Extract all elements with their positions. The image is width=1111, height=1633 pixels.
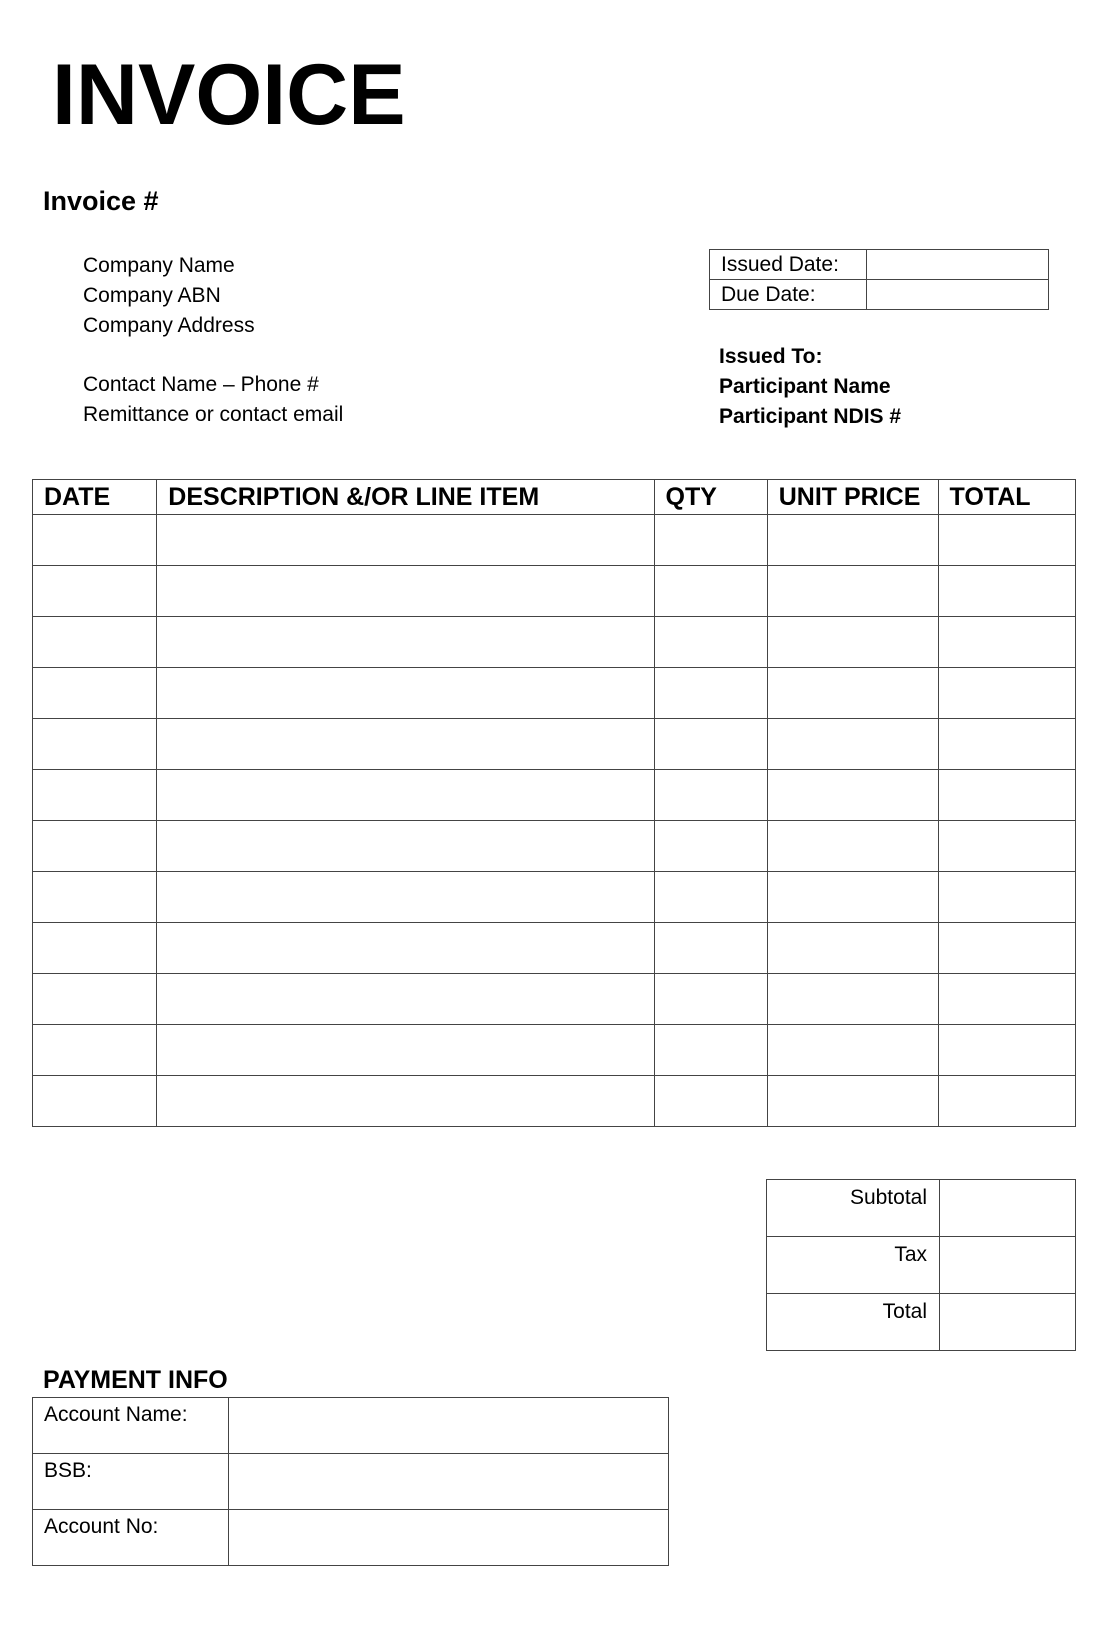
account-name-label: Account Name: — [33, 1398, 229, 1454]
cell-unit-price[interactable] — [767, 719, 938, 770]
cell-date[interactable] — [33, 923, 157, 974]
cell-description[interactable] — [157, 1025, 654, 1076]
cell-description[interactable] — [157, 719, 654, 770]
subtotal-value[interactable] — [940, 1180, 1076, 1237]
column-header-date: DATE — [33, 480, 157, 515]
cell-unit-price[interactable] — [767, 515, 938, 566]
cell-qty[interactable] — [654, 923, 767, 974]
cell-description[interactable] — [157, 821, 654, 872]
cell-total[interactable] — [938, 1076, 1075, 1127]
table-row — [33, 515, 1076, 566]
cell-unit-price[interactable] — [767, 974, 938, 1025]
due-date-label: Due Date: — [710, 280, 867, 310]
due-date-value[interactable] — [867, 280, 1049, 310]
cell-date[interactable] — [33, 515, 157, 566]
payment-info-table — [32, 1397, 669, 1566]
cell-total[interactable] — [938, 617, 1075, 668]
totals-table — [766, 1179, 1076, 1351]
table-row — [33, 821, 1076, 872]
company-contact — [83, 370, 343, 430]
payment-info-heading: PAYMENT INFO — [43, 1366, 228, 1394]
cell-qty[interactable] — [654, 719, 767, 770]
subtotal-row — [767, 1180, 1076, 1237]
issued-date-label: Issued Date: — [710, 250, 867, 280]
cell-description[interactable] — [157, 974, 654, 1025]
cell-total[interactable] — [938, 566, 1075, 617]
cell-unit-price[interactable] — [767, 566, 938, 617]
cell-total[interactable] — [938, 872, 1075, 923]
cell-description[interactable] — [157, 1076, 654, 1127]
subtotal-label: Subtotal — [767, 1180, 940, 1237]
cell-date[interactable] — [33, 1025, 157, 1076]
due-date-row — [710, 280, 1049, 310]
account-no-value[interactable] — [229, 1510, 669, 1566]
table-row — [33, 719, 1076, 770]
bsb-value[interactable] — [229, 1454, 669, 1510]
line-items-body — [33, 515, 1076, 1127]
account-no-label: Account No: — [33, 1510, 229, 1566]
remittance-email: Remittance or contact email — [83, 403, 344, 426]
cell-total[interactable] — [938, 719, 1075, 770]
participant-name: Participant Name — [719, 375, 891, 398]
cell-qty[interactable] — [654, 515, 767, 566]
cell-qty[interactable] — [654, 872, 767, 923]
cell-unit-price[interactable] — [767, 617, 938, 668]
cell-qty[interactable] — [654, 1025, 767, 1076]
cell-qty[interactable] — [654, 821, 767, 872]
cell-unit-price[interactable] — [767, 668, 938, 719]
company-name: Company Name — [83, 254, 235, 277]
cell-qty[interactable] — [654, 1076, 767, 1127]
cell-unit-price[interactable] — [767, 770, 938, 821]
invoice-number-label: Invoice # — [43, 186, 159, 216]
table-row — [33, 1076, 1076, 1127]
table-row — [33, 770, 1076, 821]
total-value[interactable] — [940, 1294, 1076, 1351]
cell-unit-price[interactable] — [767, 1076, 938, 1127]
cell-description[interactable] — [157, 566, 654, 617]
cell-unit-price[interactable] — [767, 1025, 938, 1076]
cell-unit-price[interactable] — [767, 872, 938, 923]
total-row — [767, 1294, 1076, 1351]
cell-description[interactable] — [157, 617, 654, 668]
tax-row — [767, 1237, 1076, 1294]
cell-description[interactable] — [157, 770, 654, 821]
table-row — [33, 566, 1076, 617]
cell-date[interactable] — [33, 1076, 157, 1127]
cell-qty[interactable] — [654, 566, 767, 617]
column-header-description: DESCRIPTION &/OR LINE ITEM — [157, 480, 654, 515]
cell-description[interactable] — [157, 872, 654, 923]
cell-total[interactable] — [938, 1025, 1075, 1076]
bsb-label: BSB: — [33, 1454, 229, 1510]
dates-table — [709, 249, 1049, 310]
company-details — [83, 251, 255, 341]
cell-total[interactable] — [938, 923, 1075, 974]
table-row — [33, 872, 1076, 923]
cell-total[interactable] — [938, 668, 1075, 719]
account-name-value[interactable] — [229, 1398, 669, 1454]
issued-to-heading: Issued To: — [719, 345, 823, 368]
contact-name-phone: Contact Name – Phone # — [83, 373, 319, 396]
table-row — [33, 1025, 1076, 1076]
cell-date[interactable] — [33, 872, 157, 923]
column-header-unit-price: UNIT PRICE — [767, 480, 938, 515]
cell-qty[interactable] — [654, 770, 767, 821]
total-label: Total — [767, 1294, 940, 1351]
cell-date[interactable] — [33, 617, 157, 668]
table-row — [33, 617, 1076, 668]
cell-date[interactable] — [33, 566, 157, 617]
tax-value[interactable] — [940, 1237, 1076, 1294]
column-header-total: TOTAL — [938, 480, 1075, 515]
company-abn: Company ABN — [83, 284, 221, 307]
cell-qty[interactable] — [654, 974, 767, 1025]
table-row — [33, 923, 1076, 974]
cell-date[interactable] — [33, 668, 157, 719]
cell-date[interactable] — [33, 974, 157, 1025]
cell-date[interactable] — [33, 719, 157, 770]
cell-total[interactable] — [938, 770, 1075, 821]
tax-label: Tax — [767, 1237, 940, 1294]
cell-date[interactable] — [33, 770, 157, 821]
account-name-row — [33, 1398, 669, 1454]
bsb-row — [33, 1454, 669, 1510]
cell-description[interactable] — [157, 515, 654, 566]
invoice-title: INVOICE — [52, 47, 406, 143]
table-row — [33, 974, 1076, 1025]
cell-total[interactable] — [938, 821, 1075, 872]
cell-date[interactable] — [33, 821, 157, 872]
cell-description[interactable] — [157, 668, 654, 719]
account-no-row — [33, 1510, 669, 1566]
cell-unit-price[interactable] — [767, 821, 938, 872]
cell-unit-price[interactable] — [767, 923, 938, 974]
participant-ndis: Participant NDIS # — [719, 405, 902, 428]
issued-to-block — [719, 342, 901, 432]
table-row — [33, 668, 1076, 719]
cell-qty[interactable] — [654, 617, 767, 668]
cell-total[interactable] — [938, 515, 1075, 566]
cell-qty[interactable] — [654, 668, 767, 719]
column-header-qty: QTY — [654, 480, 767, 515]
line-items-table — [32, 479, 1076, 1127]
issued-date-row — [710, 250, 1049, 280]
cell-description[interactable] — [157, 923, 654, 974]
company-address: Company Address — [83, 314, 255, 337]
line-items-header — [33, 480, 1076, 515]
issued-date-value[interactable] — [867, 250, 1049, 280]
cell-total[interactable] — [938, 974, 1075, 1025]
